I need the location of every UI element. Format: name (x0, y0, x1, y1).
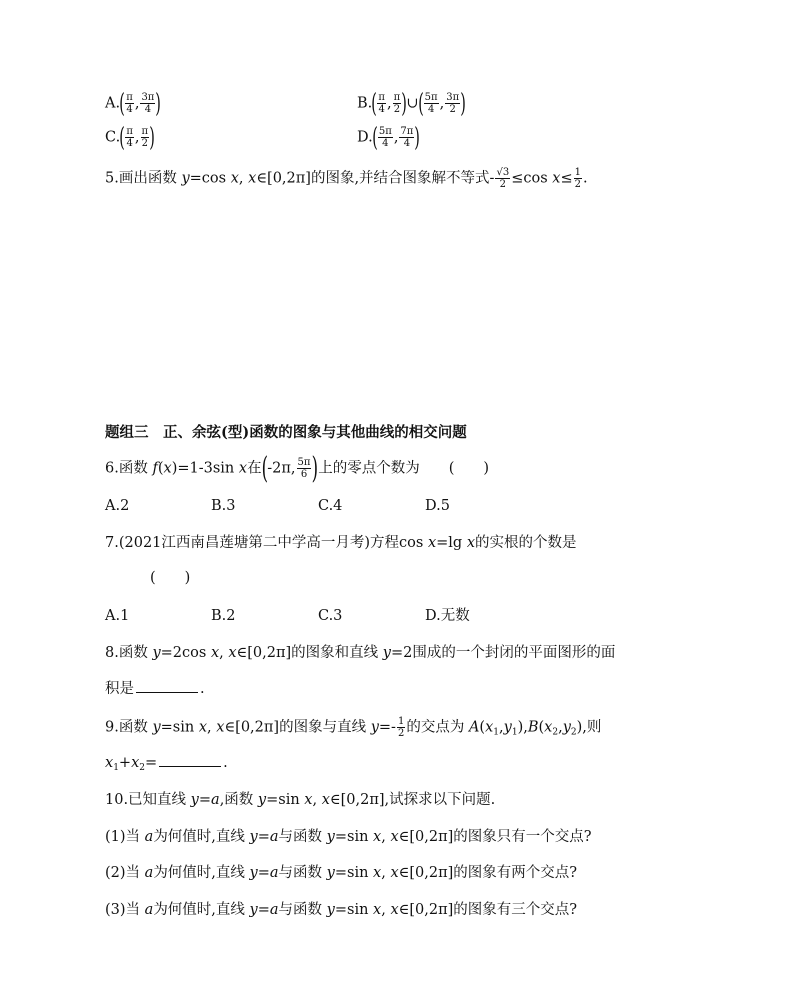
question-10: 10.已知直线 y=a,函数 y=sin x, x∈[0,2π],试探求以下问题. (105, 792, 496, 808)
q7-option-d: D.无数 (425, 608, 470, 624)
question-8: 8.函数 y=2cos x, x∈[0,2π]的图象和直线 y=2围成的一个封闭的平面图形的面 (105, 645, 616, 661)
q4-option-d: D.( $\frac{5\pi}{4}$ , $\frac{7\pi}{4}$ ) (357, 122, 421, 153)
question-10-part-2: (2)当 a为何值时,直线 y=a与函数 y=sin x, x∈[0,2π]的图象有两个交点? (105, 865, 578, 881)
question-7: 7.(2021江西南昌莲塘第二中学高一月考)方程cos x=lg x的实根的个数是 (105, 535, 577, 551)
question-8-line-2: 积是 . (105, 681, 205, 697)
q7-option-a: A.1 (105, 608, 130, 624)
q7-option-c: C.3 (318, 608, 343, 624)
section-title: 题组三 正、余弦(型)函数的图象与其他曲线的相交问题 (105, 424, 467, 441)
question-5: 5.画出函数 y=cos x, x∈[0,2π]的图象,并结合图象解不等式- $\frac{√3}{2}$ ≤cos x≤ $\frac{1}{2}$ . (105, 167, 588, 190)
question-9-line-2: $x_1+x_2=$ . (105, 755, 228, 773)
q4-option-b: B.( $\frac{\pi}{4}$ , $\frac{\pi}{2}$ )∪( $\frac{5\pi}{4}$ , $\frac{3\pi}{2}$ ) (357, 88, 467, 119)
question-9: 9.函数 y=sin x, x∈[0,2π]的图象与直线 y=- $\frac{1}{2}$ 的交点为 $A(x_1,y_1),B(x_2,y_2)$,则 (105, 716, 602, 739)
q8-answer-blank[interactable] (136, 680, 198, 693)
question-10-part-3: (3)当 a为何值时,直线 y=a与函数 y=sin x, x∈[0,2π]的图象有三个交点? (105, 902, 578, 918)
q6-option-a: A.2 (105, 498, 130, 514)
question-7-answer-bracket: ( ) (150, 570, 191, 586)
q6-option-d: D.5 (425, 498, 450, 514)
q7-option-b: B.2 (211, 608, 236, 624)
q4-option-c: C.( $\frac{\pi}{4}$ , $\frac{\pi}{2}$ ) (105, 122, 155, 153)
q9-answer-blank[interactable] (159, 754, 221, 767)
question-10-part-1: (1)当 a为何值时,直线 y=a与函数 y=sin x, x∈[0,2π]的图象只有一个交点? (105, 829, 592, 845)
question-6: 6.函数 f(x)=1-3sin x在(-2π, $\frac{5\pi}{6}$ )上的零点个数为 ( ) (105, 450, 490, 486)
q4-option-a: A.( $\frac{\pi}{4}$ , $\frac{3\pi}{4}$ ) (105, 88, 162, 119)
q6-option-b: B.3 (211, 498, 236, 514)
q6-option-c: C.4 (318, 498, 343, 514)
